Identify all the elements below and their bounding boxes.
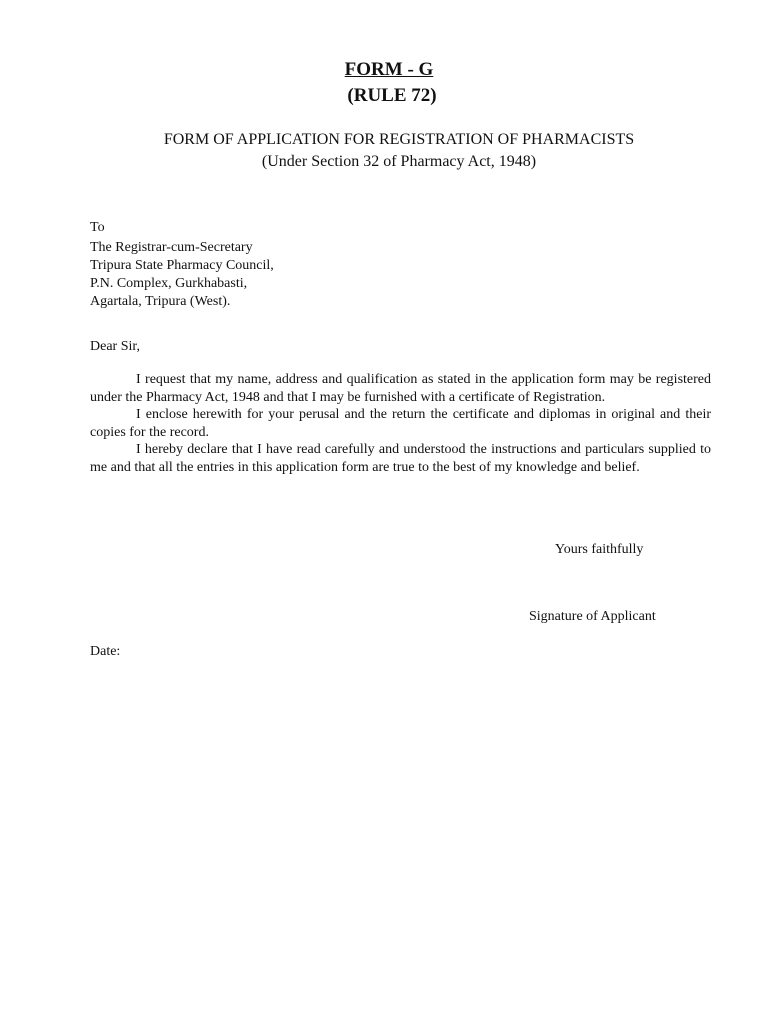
letter-body [90, 371, 711, 476]
address-line: Tripura State Pharmacy Council, [90, 258, 274, 273]
paragraph-declaration: I hereby declare that I have read carefully and understood the instructions and particulars supplied to me and that all the entries in this application form are true to the best of my knowledge and belief. [90, 442, 711, 475]
date-label: Date: [90, 644, 121, 659]
form-title: FORM - G [344, 59, 434, 80]
closing: Yours faithfully [555, 542, 644, 557]
address-to: To [90, 220, 105, 235]
recipient-address [90, 219, 274, 311]
paragraph-request: I request that my name, address and qualification as stated in the application form may be registered under the Pharmacy Act, 1948 and that I may be furnished with a certificate of Registration. [90, 372, 711, 405]
form-subheading: (Under Section 32 of Pharmacy Act, 1948) [261, 153, 537, 170]
address-line: Agartala, Tripura (West). [90, 294, 231, 309]
address-line: The Registrar-cum-Secretary [90, 240, 253, 255]
salutation: Dear Sir, [90, 339, 140, 354]
rule-reference: (RULE 72) [347, 85, 437, 106]
paragraph-enclosure: I enclose herewith for your perusal and the return the certificate and diplomas in original and their copies for the record. [90, 407, 711, 440]
address-line: P.N. Complex, Gurkhabasti, [90, 276, 248, 291]
signature-label: Signature of Applicant [529, 609, 656, 624]
form-heading: FORM OF APPLICATION FOR REGISTRATION OF PHARMACISTS [163, 131, 635, 148]
